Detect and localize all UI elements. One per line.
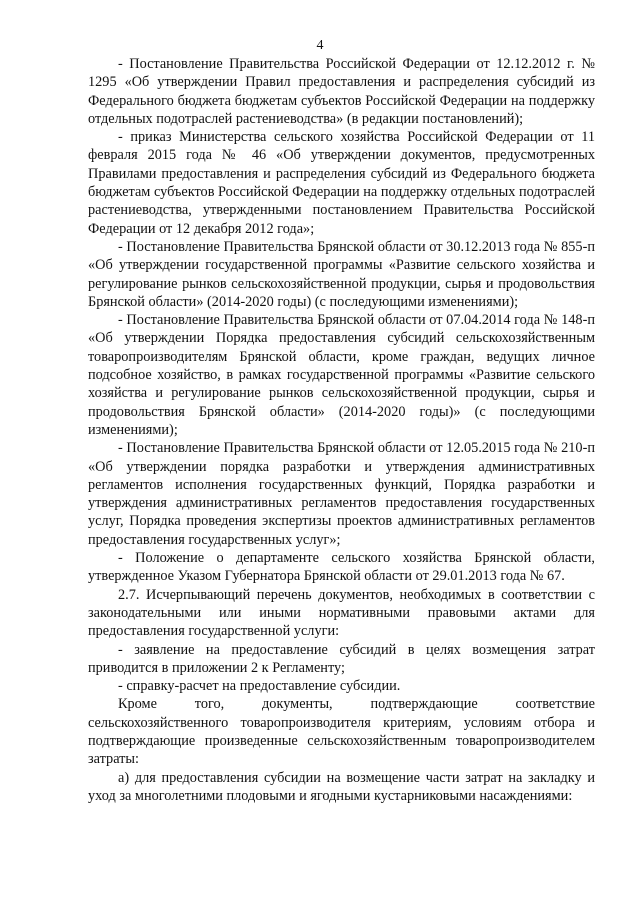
paragraph-resolution-1295: - Постановление Правительства Российской Федерации от 12.12.2012 г. № 1295 «Об утверждении Правил предоставления и распределения субсидий из Федерального бюджета бюджетам субъектов Российской Федерации на поддержку отдельных подотраслей растениеводства» (в редакции постановлений);	[88, 56, 595, 127]
paragraph-additional-documents: Кроме того, документы, подтверждающие соответствие сельскохозяйственного товаропроизводителя критериям, условиям отбора и подтверждающие произведенные сельскохозяйственным товаропроизводителем затраты:	[88, 696, 595, 768]
paragraph-order-46: - приказ Министерства сельского хозяйства Российской Федерации от 11 февраля 2015 года № 46 «Об утверждении документов, предусмотренных Правилами предоставления и распределения субсидий из Федерального бюджета бюджетам субъектов Российской Федерации на поддержку отдельных подотраслей растениеводства, утвержденными постановлением Правительства Российской Федерации от 12 декабря 2012 года»;	[88, 129, 595, 237]
paragraph-subitem-a: а) для предоставления субсидии на возмещение части затрат на закладку и уход за многолетними плодовыми и ягодными кустарниковыми насаждениями:	[88, 769, 595, 804]
document-body	[88, 55, 595, 805]
paragraph-resolution-855: - Постановление Правительства Брянской области от 30.12.2013 года № 855-п «Об утверждении государственной программы «Развитие сельского хозяйства и регулирование рынков сельскохозяйственной продукции, сырья и продовольствия Брянской области» (2014-2020 годы) (с последующими изменениями);	[88, 238, 595, 310]
page-number: 4	[316, 38, 324, 53]
paragraph-section-2-7: 2.7. Исчерпывающий перечень документов, необходимых в соответствии с законодательными или иными нормативными правовыми актами для предоставления государственной услуги:	[88, 586, 595, 640]
paragraph-application-item: - заявление на предоставление субсидий в целях возмещения затрат приводится в приложении 2 к Регламенту;	[88, 641, 595, 676]
paragraph-department-regulation: - Положение о департаменте сельского хозяйства Брянской области, утвержденное Указом Губернатора Брянской области от 29.01.2013 года № 67.	[88, 550, 595, 585]
paragraph-calculation-item: - справку-расчет на предоставление субсидии.	[118, 678, 401, 695]
paragraph-resolution-210: - Постановление Правительства Брянской области от 12.05.2015 года № 210-п «Об утверждении порядка разработки и утверждения административных регламентов исполнения государственных функций, Порядка разработки и утверждения административных регламентов предоставления государственных услуг, Порядка проведения экспертизы проектов административных регламентов предоставления государственных услуг»;	[88, 440, 595, 548]
paragraph-resolution-148: - Постановление Правительства Брянской области от 07.04.2014 года № 148-п «Об утверждении Порядка предоставления субсидий сельскохозяйственным товаропроизводителям Брянской области, кроме граждан, ведущих личное подсобное хозяйство, в рамках государственной программы «Развитие сельского хозяйства и регулирование рынков сельскохозяйственной продукции, сырья и продовольствия Брянской области» (2014-2020 годы)» (с последующими изменениями);	[88, 312, 595, 438]
